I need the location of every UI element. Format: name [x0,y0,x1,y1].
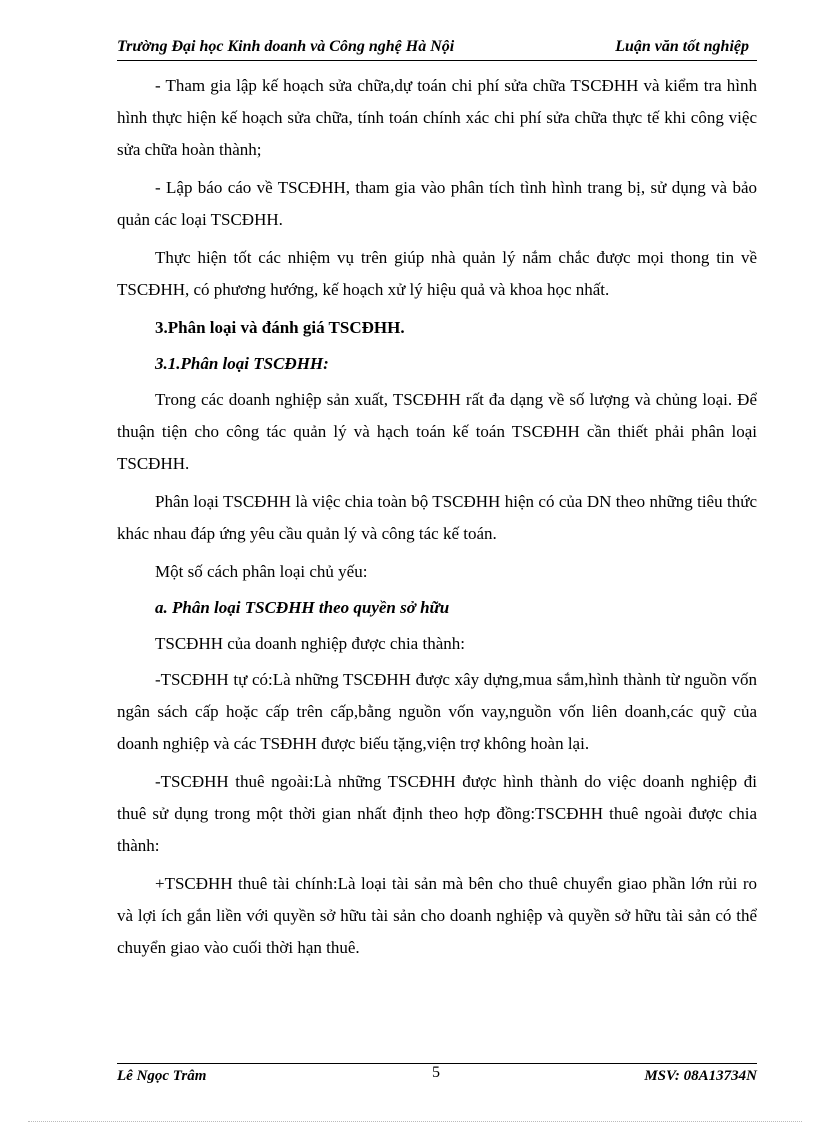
page-header [117,38,757,61]
paragraph-main-methods: Một số cách phân loại chủ yếu: [155,562,368,581]
page-footer [117,1063,757,1088]
footer-author: Lê Ngọc Trâm [117,1068,207,1084]
paragraph-repair-planning: - Tham gia lập kế hoạch sửa chữa,dự toán chi phí sửa chữa TSCĐHH và kiểm tra hình hình thực hiện kế hoạch sửa chữa, tính toán chính xác chi phí sửa chữa thực tế khi công việc sửa chữa hoàn thành; [117,76,757,159]
paragraph-diversity: Trong các doanh nghiệp sản xuất, TSCĐHH rất đa dạng về số lượng và chủng loại. Để thuận tiện cho công tác quản lý và hạch toán kế toán TSCĐHH cần thiết phải phân loại TSCĐHH. [117,390,757,473]
paragraph-finance-lease: +TSCĐHH thuê tài chính:Là loại tài sản mà bên cho thuê chuyển giao phần lớn rủi ro và lợi ích gắn liền với quyền sở hữu tài sản cho doanh nghiệp và quyền sở hữu tài sản có thể chuyển giao vào cuối thời hạn thuê. [117,874,757,957]
header-doc-type: Luận văn tốt nghiệp [615,38,749,55]
subsection-heading-classification: 3.1.Phân loại TSCĐHH: [155,354,329,373]
paragraph-reporting: - Lập báo cáo về TSCĐHH, tham gia vào phân tích tình hình trang bị, sử dụng và bảo quản các loại TSCĐHH. [117,178,757,229]
page-bottom-divider [28,1121,802,1122]
section-heading-classification: 3.Phân loại và đánh giá TSCĐHH. [155,318,405,337]
paragraph-definition: Phân loại TSCĐHH là việc chia toàn bộ TSCĐHH hiện có của DN theo những tiêu thức khác nhau đáp ứng yêu cầu quản lý và công tác kế toán. [117,492,757,543]
header-university: Trường Đại học Kinh doanh và Công nghệ Hà Nội [117,38,455,55]
paragraph-divided-into: TSCĐHH của doanh nghiệp được chia thành: [155,634,465,653]
heading-by-ownership: a. Phân loại TSCĐHH theo quyền sở hữu [155,598,450,617]
paragraph-leased-assets: -TSCĐHH thuê ngoài:Là những TSCĐHH được hình thành do việc doanh nghiệp đi thuê sử dụng trong một thời gian nhất định theo hợp đồng:TSCĐHH thuê ngoài được chia thành: [117,772,757,855]
paragraph-owned-assets: -TSCĐHH tự có:Là những TSCĐHH được xây dựng,mua sắm,hình thành từ nguồn vốn ngân sách cấp hoặc cấp trên cấp,bằng nguồn vốn vay,nguồn vốn liên doanh,các quỹ của doanh nghiệp và các TSĐHH được biếu tặng,viện trợ không hoàn lại. [117,670,757,753]
page-number: 5 [432,1064,440,1081]
footer-student-id: MSV: 08A13734N [644,1068,757,1084]
paragraph-duties-summary: Thực hiện tốt các nhiệm vụ trên giúp nhà quản lý nắm chắc được mọi thong tin về TSCĐHH, có phương hướng, kế hoạch xử lý hiệu quả và khoa học nhất. [117,248,757,299]
page-body [117,70,757,970]
